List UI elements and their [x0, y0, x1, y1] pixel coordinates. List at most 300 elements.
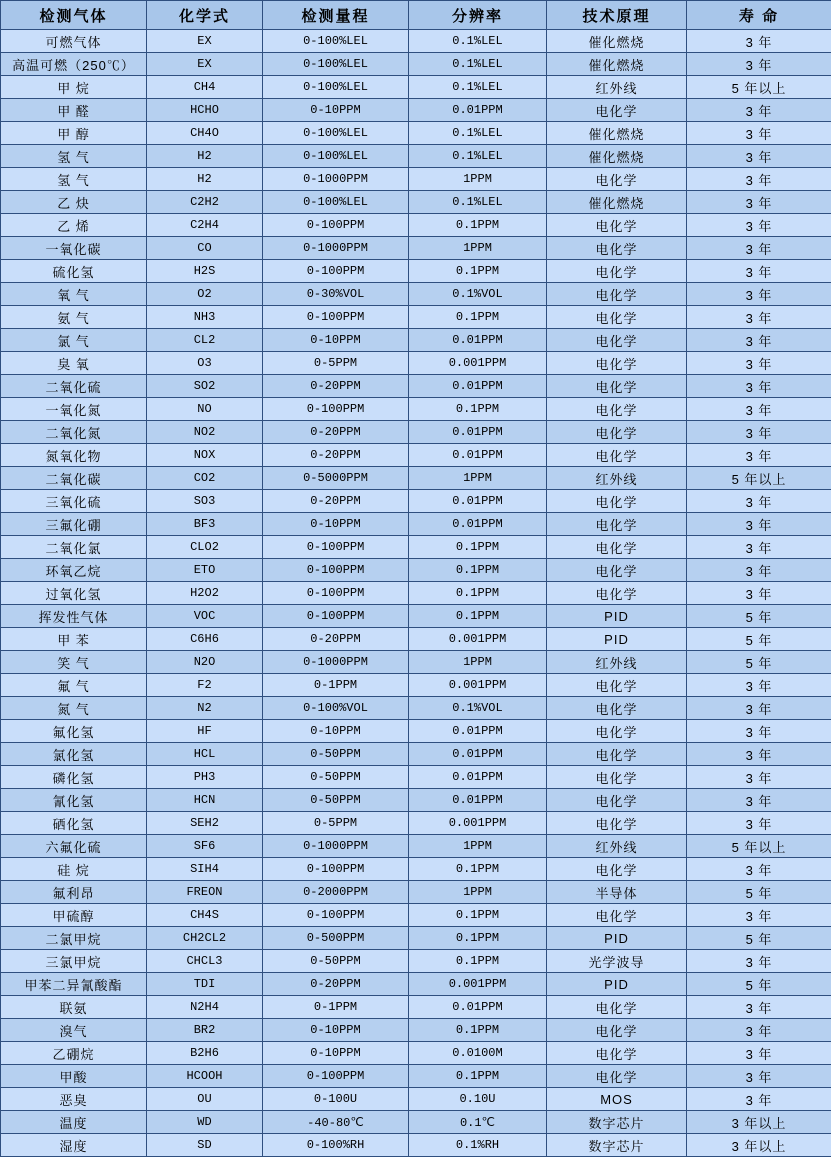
cell-gas-name: 过氧化氢: [1, 582, 147, 605]
cell-gas-name: 笑 气: [1, 651, 147, 674]
cell-chemical-formula: O3: [147, 352, 263, 375]
cell-lifespan: 3 年: [687, 214, 831, 237]
cell-resolution: 0.1PPM: [409, 260, 547, 283]
cell-technology: 红外线: [547, 467, 687, 490]
cell-gas-name: 恶臭: [1, 1088, 147, 1111]
cell-lifespan: 3 年: [687, 559, 831, 582]
cell-detection-range: 0-30%VOL: [263, 283, 409, 306]
cell-detection-range: 0-1000PPM: [263, 651, 409, 674]
table-row: [1, 927, 831, 950]
cell-lifespan: 3 年: [687, 168, 831, 191]
table-row: [1, 881, 831, 904]
table-row: [1, 30, 831, 53]
table-row: [1, 53, 831, 76]
cell-technology: 红外线: [547, 76, 687, 99]
table-row: [1, 122, 831, 145]
cell-resolution: 0.1%LEL: [409, 53, 547, 76]
cell-lifespan: 3 年: [687, 697, 831, 720]
cell-detection-range: 0-100%LEL: [263, 53, 409, 76]
cell-resolution: 0.001PPM: [409, 674, 547, 697]
cell-chemical-formula: C2H2: [147, 191, 263, 214]
table-row: [1, 444, 831, 467]
cell-detection-range: 0-2000PPM: [263, 881, 409, 904]
cell-detection-range: 0-100%VOL: [263, 697, 409, 720]
cell-technology: 电化学: [547, 490, 687, 513]
cell-lifespan: 3 年: [687, 145, 831, 168]
cell-chemical-formula: SO2: [147, 375, 263, 398]
cell-lifespan: 5 年以上: [687, 467, 831, 490]
cell-gas-name: 甲 醇: [1, 122, 147, 145]
cell-chemical-formula: N2: [147, 697, 263, 720]
cell-technology: 电化学: [547, 1042, 687, 1065]
cell-gas-name: 硅 烷: [1, 858, 147, 881]
cell-lifespan: 3 年: [687, 1088, 831, 1111]
table-row: [1, 237, 831, 260]
cell-resolution: 0.01PPM: [409, 99, 547, 122]
cell-chemical-formula: TDI: [147, 973, 263, 996]
cell-gas-name: 甲酸: [1, 1065, 147, 1088]
cell-gas-name: 氟化氢: [1, 720, 147, 743]
cell-detection-range: 0-10PPM: [263, 1019, 409, 1042]
cell-gas-name: 二氧化氯: [1, 536, 147, 559]
cell-detection-range: 0-1000PPM: [263, 237, 409, 260]
cell-technology: 电化学: [547, 444, 687, 467]
cell-gas-name: 联氨: [1, 996, 147, 1019]
cell-chemical-formula: EX: [147, 30, 263, 53]
cell-chemical-formula: HF: [147, 720, 263, 743]
cell-chemical-formula: EX: [147, 53, 263, 76]
cell-gas-name: 臭 氧: [1, 352, 147, 375]
cell-lifespan: 3 年: [687, 904, 831, 927]
cell-resolution: 0.01PPM: [409, 996, 547, 1019]
cell-chemical-formula: CO2: [147, 467, 263, 490]
cell-detection-range: 0-100PPM: [263, 858, 409, 881]
cell-lifespan: 3 年: [687, 237, 831, 260]
table-row: [1, 1042, 831, 1065]
table-row: [1, 1019, 831, 1042]
cell-chemical-formula: SIH4: [147, 858, 263, 881]
cell-lifespan: 5 年以上: [687, 76, 831, 99]
cell-lifespan: 5 年: [687, 605, 831, 628]
cell-technology: 数字芯片: [547, 1111, 687, 1134]
cell-gas-name: 硒化氢: [1, 812, 147, 835]
cell-lifespan: 3 年: [687, 950, 831, 973]
cell-gas-name: 氢 气: [1, 168, 147, 191]
cell-resolution: 0.01PPM: [409, 789, 547, 812]
cell-lifespan: 3 年以上: [687, 1134, 831, 1157]
cell-resolution: 0.001PPM: [409, 973, 547, 996]
table-row: [1, 559, 831, 582]
table-row: [1, 1065, 831, 1088]
cell-technology: 红外线: [547, 835, 687, 858]
cell-detection-range: 0-100PPM: [263, 559, 409, 582]
cell-chemical-formula: SF6: [147, 835, 263, 858]
cell-gas-name: 氢 气: [1, 145, 147, 168]
cell-lifespan: 5 年: [687, 628, 831, 651]
cell-detection-range: 0-100PPM: [263, 582, 409, 605]
cell-chemical-formula: H2O2: [147, 582, 263, 605]
cell-technology: 电化学: [547, 1065, 687, 1088]
cell-detection-range: 0-1000PPM: [263, 168, 409, 191]
cell-lifespan: 3 年: [687, 329, 831, 352]
cell-resolution: 0.1%LEL: [409, 30, 547, 53]
cell-chemical-formula: N2O: [147, 651, 263, 674]
cell-lifespan: 3 年: [687, 421, 831, 444]
cell-chemical-formula: H2S: [147, 260, 263, 283]
cell-resolution: 0.1PPM: [409, 1065, 547, 1088]
table-row: [1, 743, 831, 766]
cell-technology: 电化学: [547, 812, 687, 835]
cell-lifespan: 3 年以上: [687, 1111, 831, 1134]
column-header-detection-range: 检测量程: [263, 1, 409, 30]
cell-detection-range: 0-100%LEL: [263, 191, 409, 214]
cell-detection-range: 0-10PPM: [263, 329, 409, 352]
cell-resolution: 0.1%LEL: [409, 122, 547, 145]
table-body: [1, 30, 831, 1157]
cell-technology: 电化学: [547, 214, 687, 237]
cell-chemical-formula: F2: [147, 674, 263, 697]
cell-resolution: 0.10U: [409, 1088, 547, 1111]
table-row: [1, 789, 831, 812]
cell-technology: 催化燃烧: [547, 30, 687, 53]
cell-gas-name: 磷化氢: [1, 766, 147, 789]
table-row: [1, 1088, 831, 1111]
cell-gas-name: 氧 气: [1, 283, 147, 306]
cell-technology: 电化学: [547, 697, 687, 720]
cell-lifespan: 3 年: [687, 306, 831, 329]
table-row: [1, 835, 831, 858]
cell-lifespan: 3 年: [687, 53, 831, 76]
cell-resolution: 0.1%VOL: [409, 697, 547, 720]
cell-chemical-formula: BR2: [147, 1019, 263, 1042]
column-header-gas-name: 检测气体: [1, 1, 147, 30]
cell-gas-name: 可燃气体: [1, 30, 147, 53]
cell-resolution: 0.1%RH: [409, 1134, 547, 1157]
cell-technology: 电化学: [547, 352, 687, 375]
cell-lifespan: 3 年: [687, 743, 831, 766]
cell-resolution: 0.01PPM: [409, 513, 547, 536]
cell-resolution: 0.01PPM: [409, 329, 547, 352]
cell-lifespan: 3 年: [687, 398, 831, 421]
cell-detection-range: 0-100%LEL: [263, 30, 409, 53]
cell-resolution: 0.1%LEL: [409, 191, 547, 214]
table-row: [1, 329, 831, 352]
cell-detection-range: 0-10PPM: [263, 1042, 409, 1065]
cell-chemical-formula: HCOOH: [147, 1065, 263, 1088]
cell-gas-name: 二氧化氮: [1, 421, 147, 444]
cell-resolution: 0.0100M: [409, 1042, 547, 1065]
cell-resolution: 0.1℃: [409, 1111, 547, 1134]
cell-technology: 电化学: [547, 375, 687, 398]
table-header: [1, 1, 831, 30]
cell-chemical-formula: VOC: [147, 605, 263, 628]
cell-gas-name: 一氧化碳: [1, 237, 147, 260]
cell-resolution: 0.1PPM: [409, 605, 547, 628]
cell-technology: 电化学: [547, 904, 687, 927]
cell-technology: 催化燃烧: [547, 53, 687, 76]
table-row: [1, 766, 831, 789]
cell-lifespan: 5 年: [687, 881, 831, 904]
cell-technology: 电化学: [547, 513, 687, 536]
cell-gas-name: 乙 炔: [1, 191, 147, 214]
cell-detection-range: 0-1PPM: [263, 674, 409, 697]
cell-lifespan: 3 年: [687, 352, 831, 375]
cell-detection-range: 0-10PPM: [263, 513, 409, 536]
table-row: [1, 306, 831, 329]
cell-technology: 红外线: [547, 651, 687, 674]
cell-resolution: 0.01PPM: [409, 375, 547, 398]
cell-detection-range: 0-100%RH: [263, 1134, 409, 1157]
cell-detection-range: 0-5000PPM: [263, 467, 409, 490]
cell-gas-name: 环氧乙烷: [1, 559, 147, 582]
table-row: [1, 467, 831, 490]
cell-detection-range: 0-1PPM: [263, 996, 409, 1019]
cell-resolution: 0.01PPM: [409, 743, 547, 766]
cell-technology: 电化学: [547, 260, 687, 283]
cell-gas-name: 硫化氢: [1, 260, 147, 283]
cell-chemical-formula: NO2: [147, 421, 263, 444]
cell-technology: 电化学: [547, 237, 687, 260]
cell-detection-range: 0-20PPM: [263, 421, 409, 444]
column-header-lifespan: 寿 命: [687, 1, 831, 30]
cell-resolution: 0.1PPM: [409, 950, 547, 973]
cell-chemical-formula: FREON: [147, 881, 263, 904]
cell-lifespan: 3 年: [687, 375, 831, 398]
table-row: [1, 651, 831, 674]
cell-chemical-formula: C6H6: [147, 628, 263, 651]
cell-chemical-formula: SD: [147, 1134, 263, 1157]
cell-lifespan: 3 年: [687, 191, 831, 214]
cell-lifespan: 3 年: [687, 99, 831, 122]
cell-resolution: 0.1PPM: [409, 904, 547, 927]
cell-technology: 电化学: [547, 582, 687, 605]
cell-technology: MOS: [547, 1088, 687, 1111]
cell-technology: 催化燃烧: [547, 122, 687, 145]
cell-detection-range: 0-100%LEL: [263, 76, 409, 99]
cell-technology: 电化学: [547, 421, 687, 444]
cell-gas-name: 溴气: [1, 1019, 147, 1042]
table-row: [1, 398, 831, 421]
cell-lifespan: 5 年: [687, 973, 831, 996]
cell-lifespan: 3 年: [687, 812, 831, 835]
cell-technology: 电化学: [547, 743, 687, 766]
cell-detection-range: 0-20PPM: [263, 490, 409, 513]
column-header-resolution: 分辨率: [409, 1, 547, 30]
cell-chemical-formula: B2H6: [147, 1042, 263, 1065]
cell-gas-name: 氯化氢: [1, 743, 147, 766]
cell-gas-name: 乙硼烷: [1, 1042, 147, 1065]
cell-detection-range: 0-5PPM: [263, 812, 409, 835]
cell-technology: 催化燃烧: [547, 191, 687, 214]
cell-technology: 电化学: [547, 789, 687, 812]
cell-gas-name: 氮 气: [1, 697, 147, 720]
cell-resolution: 0.01PPM: [409, 720, 547, 743]
table-row: [1, 1134, 831, 1157]
table-row: [1, 950, 831, 973]
cell-resolution: 1PPM: [409, 835, 547, 858]
cell-lifespan: 3 年: [687, 444, 831, 467]
cell-chemical-formula: CH4S: [147, 904, 263, 927]
cell-chemical-formula: HCN: [147, 789, 263, 812]
table-row: [1, 720, 831, 743]
cell-resolution: 0.1%LEL: [409, 76, 547, 99]
cell-lifespan: 3 年: [687, 122, 831, 145]
cell-lifespan: 3 年: [687, 789, 831, 812]
cell-lifespan: 3 年: [687, 513, 831, 536]
cell-technology: 数字芯片: [547, 1134, 687, 1157]
cell-gas-name: 甲 苯: [1, 628, 147, 651]
cell-lifespan: 3 年: [687, 996, 831, 1019]
table-row: [1, 283, 831, 306]
cell-detection-range: 0-10PPM: [263, 720, 409, 743]
cell-detection-range: 0-50PPM: [263, 766, 409, 789]
cell-chemical-formula: OU: [147, 1088, 263, 1111]
cell-gas-name: 温度: [1, 1111, 147, 1134]
cell-gas-name: 二氧化碳: [1, 467, 147, 490]
cell-technology: 催化燃烧: [547, 145, 687, 168]
table-row: [1, 375, 831, 398]
cell-lifespan: 3 年: [687, 674, 831, 697]
cell-detection-range: 0-100PPM: [263, 536, 409, 559]
cell-detection-range: 0-100PPM: [263, 214, 409, 237]
cell-technology: PID: [547, 973, 687, 996]
cell-resolution: 0.01PPM: [409, 444, 547, 467]
cell-chemical-formula: C2H4: [147, 214, 263, 237]
cell-gas-name: 氟 气: [1, 674, 147, 697]
cell-chemical-formula: WD: [147, 1111, 263, 1134]
cell-technology: 电化学: [547, 168, 687, 191]
cell-gas-name: 乙 烯: [1, 214, 147, 237]
cell-resolution: 0.01PPM: [409, 490, 547, 513]
table-row: [1, 260, 831, 283]
table-row: [1, 168, 831, 191]
cell-chemical-formula: HCL: [147, 743, 263, 766]
cell-resolution: 0.001PPM: [409, 628, 547, 651]
cell-chemical-formula: PH3: [147, 766, 263, 789]
table-row: [1, 582, 831, 605]
cell-gas-name: 二氧化硫: [1, 375, 147, 398]
cell-resolution: 1PPM: [409, 467, 547, 490]
cell-technology: 电化学: [547, 766, 687, 789]
cell-chemical-formula: CO: [147, 237, 263, 260]
cell-gas-name: 甲硫醇: [1, 904, 147, 927]
table-row: [1, 605, 831, 628]
table-row: [1, 674, 831, 697]
table-row: [1, 628, 831, 651]
cell-resolution: 0.1PPM: [409, 927, 547, 950]
cell-chemical-formula: CLO2: [147, 536, 263, 559]
table-row: [1, 697, 831, 720]
cell-detection-range: 0-20PPM: [263, 973, 409, 996]
cell-resolution: 0.1PPM: [409, 1019, 547, 1042]
cell-lifespan: 3 年: [687, 720, 831, 743]
cell-detection-range: 0-20PPM: [263, 444, 409, 467]
column-header-technology: 技术原理: [547, 1, 687, 30]
cell-gas-name: 氯 气: [1, 329, 147, 352]
cell-gas-name: 三氟化硼: [1, 513, 147, 536]
cell-technology: 电化学: [547, 398, 687, 421]
cell-resolution: 0.001PPM: [409, 812, 547, 835]
cell-technology: 电化学: [547, 1019, 687, 1042]
cell-technology: 电化学: [547, 99, 687, 122]
table-row: [1, 99, 831, 122]
cell-chemical-formula: HCHO: [147, 99, 263, 122]
cell-gas-name: 甲 醛: [1, 99, 147, 122]
cell-gas-name: 挥发性气体: [1, 605, 147, 628]
cell-gas-name: 氰化氢: [1, 789, 147, 812]
table-row: [1, 421, 831, 444]
cell-resolution: 0.01PPM: [409, 766, 547, 789]
cell-gas-name: 氨 气: [1, 306, 147, 329]
cell-lifespan: 3 年: [687, 1065, 831, 1088]
cell-gas-name: 甲苯二异氰酸酯: [1, 973, 147, 996]
table-row: [1, 191, 831, 214]
cell-detection-range: 0-1000PPM: [263, 835, 409, 858]
cell-chemical-formula: N2H4: [147, 996, 263, 1019]
cell-chemical-formula: CH2CL2: [147, 927, 263, 950]
cell-technology: 电化学: [547, 720, 687, 743]
cell-lifespan: 5 年: [687, 651, 831, 674]
cell-detection-range: 0-100U: [263, 1088, 409, 1111]
cell-gas-name: 一氧化氮: [1, 398, 147, 421]
cell-technology: 电化学: [547, 283, 687, 306]
cell-chemical-formula: SEH2: [147, 812, 263, 835]
cell-resolution: 0.001PPM: [409, 352, 547, 375]
cell-detection-range: 0-100PPM: [263, 605, 409, 628]
table-row: [1, 352, 831, 375]
cell-resolution: 1PPM: [409, 237, 547, 260]
table-row: [1, 76, 831, 99]
cell-gas-name: 甲 烷: [1, 76, 147, 99]
cell-lifespan: 3 年: [687, 260, 831, 283]
cell-chemical-formula: BF3: [147, 513, 263, 536]
table-row: [1, 1111, 831, 1134]
cell-gas-name: 湿度: [1, 1134, 147, 1157]
cell-technology: 光学波导: [547, 950, 687, 973]
cell-lifespan: 3 年: [687, 766, 831, 789]
cell-detection-range: 0-50PPM: [263, 743, 409, 766]
cell-detection-range: 0-20PPM: [263, 375, 409, 398]
cell-detection-range: 0-10PPM: [263, 99, 409, 122]
cell-technology: 电化学: [547, 559, 687, 582]
cell-resolution: 0.1PPM: [409, 582, 547, 605]
cell-chemical-formula: CH4O: [147, 122, 263, 145]
cell-gas-name: 高温可燃（250℃）: [1, 53, 147, 76]
cell-chemical-formula: H2: [147, 145, 263, 168]
cell-chemical-formula: ETO: [147, 559, 263, 582]
cell-technology: PID: [547, 927, 687, 950]
cell-detection-range: 0-100PPM: [263, 260, 409, 283]
cell-resolution: 0.1PPM: [409, 536, 547, 559]
cell-lifespan: 3 年: [687, 490, 831, 513]
cell-chemical-formula: O2: [147, 283, 263, 306]
header-row: [1, 1, 831, 30]
cell-technology: 电化学: [547, 306, 687, 329]
table-row: [1, 858, 831, 881]
cell-resolution: 0.1PPM: [409, 559, 547, 582]
cell-detection-range: 0-500PPM: [263, 927, 409, 950]
cell-technology: 电化学: [547, 329, 687, 352]
cell-technology: 电化学: [547, 674, 687, 697]
table-row: [1, 973, 831, 996]
cell-detection-range: 0-100PPM: [263, 398, 409, 421]
cell-lifespan: 3 年: [687, 30, 831, 53]
cell-detection-range: 0-20PPM: [263, 628, 409, 651]
cell-detection-range: 0-100PPM: [263, 1065, 409, 1088]
cell-lifespan: 5 年以上: [687, 835, 831, 858]
cell-resolution: 1PPM: [409, 881, 547, 904]
cell-technology: 电化学: [547, 996, 687, 1019]
